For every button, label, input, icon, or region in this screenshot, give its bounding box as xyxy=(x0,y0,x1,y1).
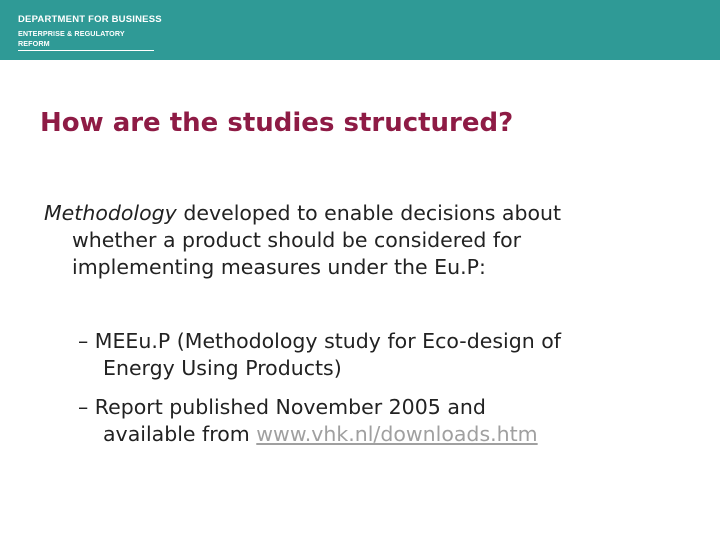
downloads-link[interactable]: www.vhk.nl/downloads.htm xyxy=(256,422,538,446)
bullet-line1: Report published November 2005 and xyxy=(94,395,486,419)
intro-line3: implementing measures under the Eu.P: xyxy=(72,255,486,279)
bullet-line2 xyxy=(78,421,688,448)
intro-line2: whether a product should be considered for xyxy=(72,228,522,252)
bullet-line1: MEEu.P (Methodology study for Eco-design of xyxy=(94,329,561,353)
bullet-report xyxy=(78,394,688,448)
slide-title: How are the studies structured? xyxy=(40,108,514,138)
bullet-marker: – xyxy=(78,329,89,353)
bullet-line2-text: available from xyxy=(103,422,257,446)
bullet-line2: Energy Using Products) xyxy=(103,356,342,380)
intro-paragraph xyxy=(44,200,684,281)
logo-line1: DEPARTMENT FOR BUSINESS xyxy=(18,14,162,25)
intro-italic: Methodology xyxy=(44,201,177,225)
department-logo xyxy=(18,14,162,51)
logo-line2: ENTERPRISE & REGULATORY REFORM xyxy=(18,29,154,51)
bullet-meeup xyxy=(78,328,688,382)
intro-line1: developed to enable decisions about xyxy=(176,201,562,225)
bullet-marker: – xyxy=(78,395,89,419)
header-band xyxy=(0,0,720,60)
